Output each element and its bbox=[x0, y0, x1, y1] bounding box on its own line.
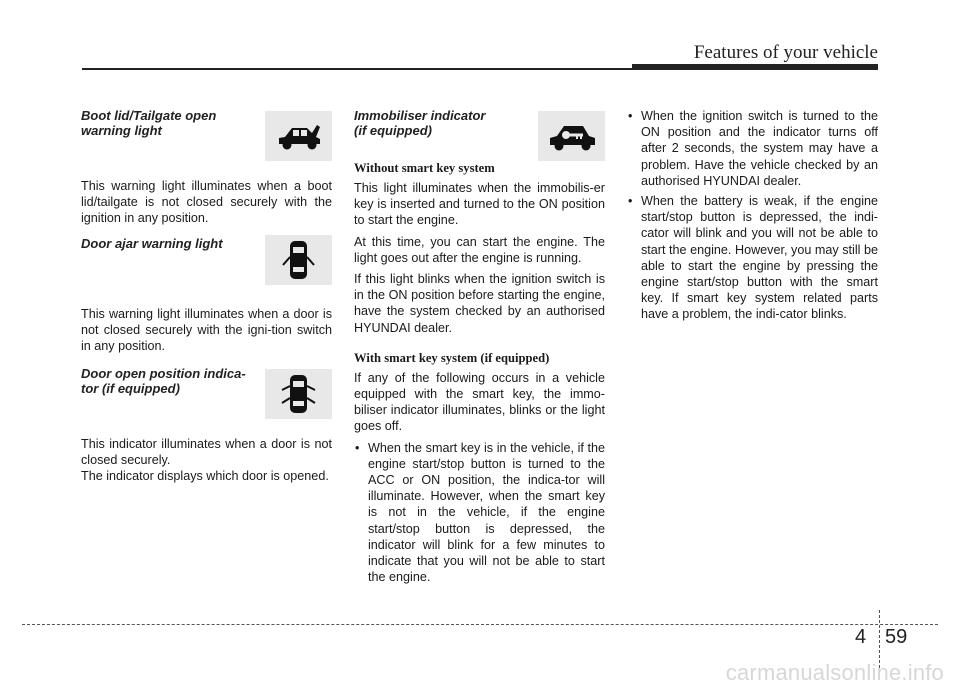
door-open-section bbox=[81, 366, 332, 516]
boot-lid-heading: Boot lid/Tailgate open warning light bbox=[81, 108, 217, 138]
door-open-heading: Door open position indica- tor (if equipped) bbox=[81, 366, 246, 396]
list-item: • When the ignition switch is turned to the ON position and the indicator turns off after 2 seconds, the system may have a problem. Have the vehicle checked by an authorised HYUNDAI dealer. bbox=[627, 108, 878, 189]
watermark: carmanualsonline.info bbox=[725, 660, 944, 685]
page-header-title: Features of your vehicle bbox=[693, 42, 878, 63]
immobiliser-header bbox=[354, 108, 605, 158]
door-open-text-1: This indicator illuminates when a door is not closed securely. bbox=[81, 437, 332, 468]
page-number: 59 bbox=[885, 626, 908, 648]
list-item: • When the battery is weak, if the engine start/stop button is depressed, the indi-cator will blink and you will not be able to start the engine. However, you may still be able to start the engine by pressing the engine start/stop button with the smart key. If smart key system related parts have a problem, the indi-cator blinks. bbox=[627, 193, 878, 323]
boot-lid-text: This warning light illuminates when a boot lid/tailgate is not closed securely with the ignition in any position. bbox=[81, 179, 332, 226]
door-ajar-icon bbox=[265, 235, 332, 285]
boot-lid-section bbox=[81, 108, 332, 236]
right-bullet-list bbox=[627, 108, 878, 323]
door-open-text-2: The indicator displays which door is opened. bbox=[81, 469, 329, 484]
left-column bbox=[81, 108, 332, 516]
immobiliser-key-car-icon bbox=[538, 111, 605, 161]
immobiliser-text-2: At this time, you can start the engine. The light goes out after the engine is running. bbox=[354, 234, 605, 265]
header-rule-accent bbox=[632, 64, 878, 70]
door-ajar-heading: Door ajar warning light bbox=[81, 236, 223, 251]
without-smart-key-subhead: Without smart key system bbox=[354, 161, 495, 175]
middle-column bbox=[354, 108, 605, 589]
door-ajar-section bbox=[81, 236, 332, 366]
door-open-position-icon bbox=[265, 369, 332, 419]
footer-rule bbox=[22, 624, 938, 625]
with-smart-key-subhead: With smart key system (if equipped) bbox=[354, 350, 550, 365]
immobiliser-text-1: This light illuminates when the immobilis-er key is inserted and turned to the ON position to start the engine. bbox=[354, 181, 605, 228]
middle-bullet-list bbox=[354, 440, 605, 586]
list-item: • When the smart key is in the vehicle, if the engine start/stop button is turned to the ACC or ON position, the indica-tor will illuminate. However, when the smart key is not in the vehicle, if the engine start/stop button is depressed, the indicator will blink for a few minutes to indicate that you will not be able to start the engine. bbox=[354, 440, 605, 586]
immobiliser-text-3: If this light blinks when the ignition switch is in the ON position before starting the engine, have the system checked by an authorised HYUNDAI dealer. bbox=[354, 272, 605, 335]
immobiliser-text-4: If any of the following occurs in a vehicle equipped with the smart key, the immo-biliser indicator illuminates, blinks or the light goes off. bbox=[354, 370, 605, 434]
door-ajar-text: This warning light illuminates when a door is not closed securely with the igni-tion switch in any position. bbox=[81, 307, 332, 354]
immobiliser-heading: Immobiliser indicator (if equipped) bbox=[354, 108, 486, 138]
chapter-number: 4 bbox=[855, 626, 867, 648]
right-column bbox=[627, 108, 878, 327]
car-boot-open-icon bbox=[265, 111, 332, 161]
